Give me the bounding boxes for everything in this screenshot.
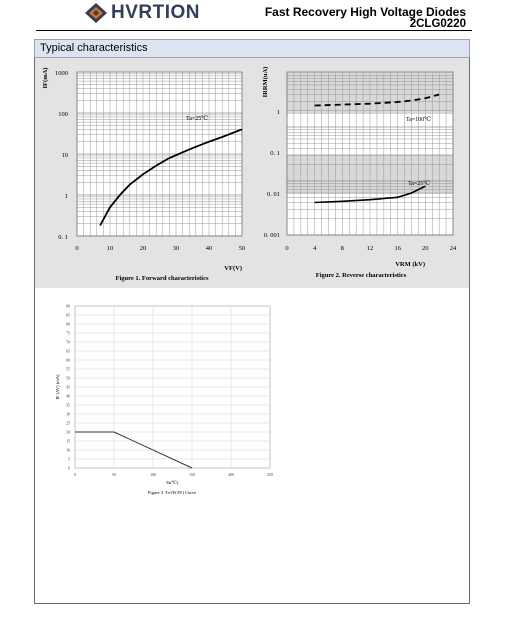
fig3-ytick-label: 70 (66, 340, 70, 345)
fig3-xtick-label: 150 (189, 473, 195, 477)
fig3-xtick-label: 250 (267, 473, 273, 477)
fig1-xtick-label: 40 (205, 245, 213, 252)
fig3-ytick-label: 65 (66, 349, 70, 354)
fig2-ytick-label: 0. 01 (267, 191, 280, 198)
fig3-ytick-label: 60 (66, 358, 70, 363)
fig2-xtick-label: 16 (394, 245, 401, 252)
fig2-y-axis-label: IRRM(uA) (262, 66, 269, 98)
fig3-caption: Figure 3. Ta-IF(AV) Curve (147, 490, 197, 495)
figure-1-forward-characteristics (36, 60, 260, 285)
fig3-x-ticks (74, 473, 273, 477)
fig1-y-ticks (55, 70, 68, 241)
fig2-xtick-label: 24 (449, 245, 457, 252)
fig3-grid (75, 306, 270, 468)
figure-3-ta-if-curve (36, 296, 286, 506)
fig2-xtick-label: 8 (340, 245, 344, 252)
fig1-xtick-label: 50 (238, 245, 246, 252)
fig2-ytick-label: 1 (276, 109, 280, 116)
fig2-grid (287, 72, 453, 235)
brand-logo (84, 2, 200, 24)
fig3-ytick-label: 15 (66, 439, 70, 444)
fig2-xtick-label: 20 (422, 245, 429, 252)
brand-name: HVRTION (111, 2, 200, 23)
fig2-y-ticks (264, 109, 280, 239)
fig3-ytick-label: 25 (66, 421, 70, 426)
fig3-xtick-label: 200 (228, 473, 234, 477)
header-divider (36, 30, 472, 31)
fig3-xtick-label: 100 (150, 473, 156, 477)
fig2-caption: Figure 2. Reverse characteristics (315, 272, 407, 279)
fig3-ytick-label: 90 (66, 304, 70, 309)
fig2-x-axis-label: VRM (kV) (395, 261, 425, 268)
fig3-xtick-label: 0 (74, 473, 76, 477)
fig1-x-axis-label: VF(V) (224, 265, 242, 272)
fig1-ytick-label: 1 (64, 193, 68, 200)
fig1-annotation-ta: Ta=25℃ (186, 116, 209, 122)
fig1-ytick-label: 1000 (55, 70, 68, 77)
fig2-xtick-label: 4 (313, 245, 317, 252)
fig3-ytick-label: 50 (66, 376, 70, 381)
fig1-caption: Figure 1. Forward characteristics (115, 275, 209, 282)
fig3-ytick-label: 5 (68, 457, 70, 462)
fig1-xtick-label: 30 (172, 245, 180, 252)
fig3-ytick-label: 40 (66, 394, 70, 399)
fig3-y-axis-label: IF (AV) (mA) (55, 374, 60, 400)
fig1-xtick-label: 0 (75, 245, 79, 252)
fig2-ytick-label: 0. 1 (270, 150, 280, 157)
document-title-block (265, 6, 466, 30)
fig1-ytick-label: 10 (61, 152, 68, 159)
fig3-ytick-label: 80 (66, 322, 70, 327)
document-title: Fast Recovery High Voltage Diodes (264, 5, 466, 19)
section-header: Typical characteristics (34, 39, 470, 58)
fig1-y-axis-label: IF(mA) (42, 67, 49, 89)
fig3-ytick-label: 45 (66, 385, 70, 390)
fig1-x-ticks (75, 245, 245, 252)
fig2-ytick-label: 0. 001 (263, 232, 280, 239)
fig3-ytick-label: 75 (66, 331, 70, 336)
fig3-xtick-label: 50 (112, 473, 116, 477)
fig3-x-axis-label: Ta(℃) (165, 480, 179, 485)
fig2-series-label-25c: Ta=25℃ (408, 181, 431, 187)
fig1-xtick-label: 10 (106, 245, 114, 252)
fig1-xtick-label: 20 (139, 245, 147, 252)
fig3-ytick-label: 10 (66, 448, 70, 453)
fig1-ytick-label: 100 (58, 111, 68, 118)
fig3-ytick-label: 30 (66, 412, 70, 417)
fig2-xtick-label: 12 (366, 245, 374, 252)
fig3-y-ticks (66, 305, 70, 471)
fig1-ytick-label: 0. 1 (58, 234, 68, 241)
fig3-ytick-label: 0 (68, 466, 70, 471)
fig3-ytick-label: 85 (66, 313, 70, 318)
fig3-ytick-label: 35 (66, 403, 70, 408)
fig1-grid (77, 72, 242, 236)
fig3-ytick-label: 20 (66, 430, 70, 435)
fig3-ytick-label: 55 (66, 367, 70, 372)
figure-2-reverse-characteristics (258, 60, 470, 285)
fig2-series-label-100c: Ta=100℃ (406, 117, 432, 123)
logo-diamond-icon (84, 2, 108, 24)
part-number: 2CLG0220 (409, 18, 466, 30)
fig2-x-ticks (285, 245, 457, 252)
fig2-xtick-label: 0 (285, 245, 289, 252)
